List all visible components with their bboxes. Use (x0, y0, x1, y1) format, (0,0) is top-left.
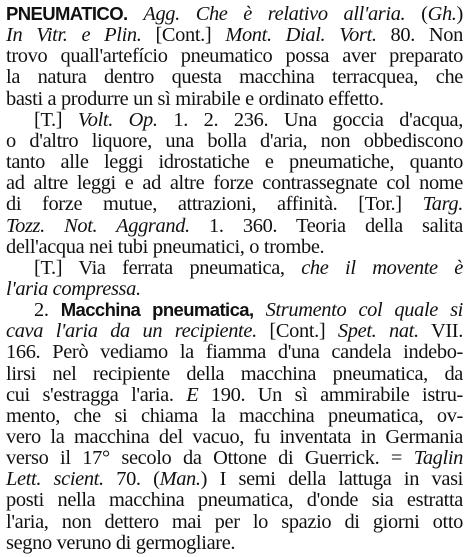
text-segment: 80. Non (376, 24, 463, 47)
citation-italic-segment: Strumento col quale si (265, 299, 464, 322)
citation-italic-segment: Lett. scient. (6, 468, 104, 491)
text-segment: segno veruno di germogliare. (6, 531, 236, 554)
citation-italic-segment: l'aria compressa. (6, 277, 141, 300)
text-segment: dell'acqua nei tubi pneumatici, o trombe. (6, 235, 325, 258)
citation-italic-segment: In Vitr. e Plin. (6, 24, 142, 47)
text-segment: cui s'estragga l'aria. (6, 383, 187, 406)
text-segment: posti nella macchina pneumatica, d'onde sia estratta (6, 489, 463, 512)
citation-italic-segment: che il movente è (301, 256, 463, 279)
text-segment: 70. ( (103, 468, 160, 491)
text-segment: verso il 17° secolo da Ottone di Guerrick. = (6, 447, 414, 470)
text-segment: tanto alle leggi idrostatiche e pneumatiche, quanto (6, 151, 463, 173)
text-segment: mento, che si chiama la macchina pneumatica, ov- (6, 404, 463, 427)
text-segment: trovo quall'artefício pneumatico possa aver preparato (6, 45, 463, 68)
text-segment: vero la macchina del vacuo, fu inventata in Germania (6, 426, 463, 448)
text-segment: 190. Un sì ammirabile istru- (198, 383, 463, 406)
citation-italic-segment: Man. (159, 468, 201, 491)
text-segment: ad altre leggi e ad altre forze contrassegnate col nome (6, 172, 463, 195)
text-segment: ) (456, 3, 463, 25)
citation-italic-segment: Spet. nat. (337, 320, 419, 343)
text-segment: [Cont.] (141, 24, 226, 47)
volume-number: VII. (418, 320, 463, 343)
text-segment: l'aria, non dettero mai per lo spazio di giorni otto (6, 510, 463, 533)
text-segment: 1. 2. 236. Una goccia d'acqua, (157, 108, 463, 131)
text-segment: basti a produrre un sì mirabile e ordinato effetto. (6, 87, 384, 110)
text-segment: [Cont.] (256, 320, 338, 343)
citation-italic-segment: Agg. Che è relativo all'aria. (143, 3, 406, 25)
text-segment: [T.] Via ferrata pneumatica, (34, 256, 302, 279)
citation-italic-segment: Tozz. Not. Aggrand. (6, 214, 190, 237)
text-segment: 166. Però vediamo la fiamma d'una candela indebo- (6, 341, 463, 364)
text-segment: 1. 360. Teoria della salita (189, 214, 463, 237)
text-segment (254, 299, 266, 321)
text-segment: la natura dentro questa macchina terracquea, che (6, 66, 463, 89)
subentry-term: Macchina pneumatica, (60, 299, 254, 321)
text-segment: di forze mutue, attrazioni, affinità. [Tor.] (6, 193, 423, 216)
entry-line (6, 531, 235, 555)
citation-italic-segment: E (186, 383, 199, 406)
citation-italic-segment: cava l'aria da un recipiente. (6, 320, 257, 343)
citation-italic-segment: Mont. Dial. Vort. (225, 24, 377, 47)
citation-italic-segment: Targ. (422, 193, 463, 216)
citation-italic-segment: Taglin (413, 447, 463, 470)
citation-italic-segment: Gh. (427, 3, 457, 25)
text-segment (128, 3, 144, 25)
text-segment: ) I semi della lattuga in vasi (200, 468, 463, 491)
citation-italic-segment: Volt. Op. (77, 108, 158, 131)
text-segment: [T.] (34, 108, 78, 131)
text-segment: 2. (34, 299, 61, 322)
headword: PNEUMATICO. (6, 3, 128, 24)
text-segment: ( (405, 3, 428, 25)
text-segment: o d'altro liquore, una bolla d'aria, non obbediscono (6, 129, 463, 152)
text-segment: lirsi nel recipiente della macchina pneumatica, da (6, 362, 463, 385)
